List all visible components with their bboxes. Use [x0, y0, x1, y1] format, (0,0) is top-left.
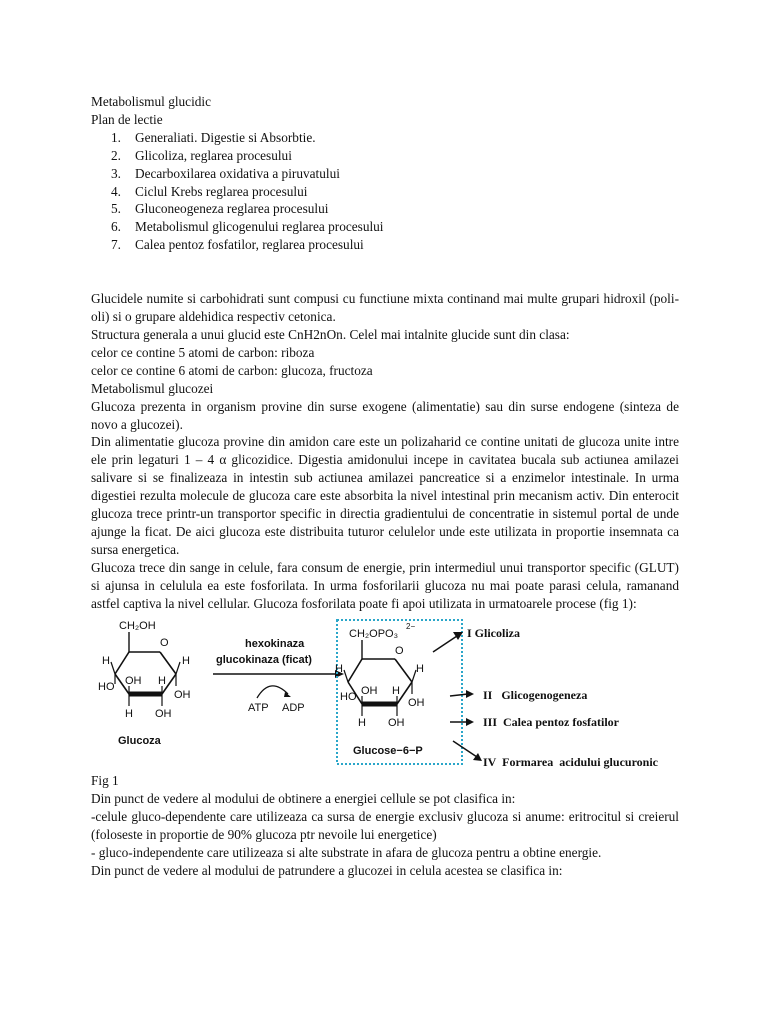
- glucose-label: Glucoza: [118, 735, 161, 748]
- plan-item: [91, 218, 679, 236]
- g6p-oh-c3: OH: [361, 685, 378, 698]
- glucose-ho-left: HO: [98, 681, 115, 694]
- plan-item-number: 5.: [111, 201, 121, 217]
- plan-item: [91, 165, 679, 183]
- enzyme-glucokinase-label: glucokinaza (ficat): [216, 654, 312, 667]
- g6p-ring-oxygen: O: [395, 645, 404, 658]
- glucose-6-p-molecule: [344, 640, 416, 716]
- glucose-h-c2: H: [158, 675, 166, 688]
- glucose-h-right: H: [182, 655, 190, 668]
- figure-glucose-phosphorylation: [91, 614, 691, 772]
- paragraph-formula: Structura generala a unui glucid este CnH2nOn. Celel mai intalnite glucide sunt din clasa:: [91, 326, 570, 342]
- plan-item-number: 3.: [111, 165, 121, 181]
- plan-heading: Plan de lectie: [91, 111, 163, 127]
- plan-item-text: Generaliati. Digestie si Absorbtie.: [135, 129, 316, 145]
- arrow-glycogenogenesis: [450, 694, 468, 696]
- plan-item-number: 7.: [111, 237, 121, 253]
- g6p-h-bottom: H: [358, 717, 366, 730]
- paragraph-pentoses: celor ce contine 5 atomi de carbon: riboza: [91, 344, 315, 360]
- plan-item: [91, 129, 679, 147]
- paragraph-hexoses: celor ce contine 6 atomi de carbon: glucoza, fructoza: [91, 362, 373, 378]
- figure-caption: Fig 1: [91, 773, 119, 789]
- plan-item: [91, 200, 679, 218]
- g6p-ho-left: HO: [340, 691, 357, 704]
- atp-adp-curve: [257, 686, 288, 698]
- ch2opo3-label: CH₂OPO₃: [349, 628, 399, 641]
- adp-label: ADP: [282, 702, 305, 715]
- arrow-glycolysis: [433, 636, 457, 652]
- glucose-h-left: H: [102, 655, 110, 668]
- plan-item: [91, 236, 679, 254]
- g6p-h-left: H: [335, 663, 343, 676]
- plan-item-number: 1.: [111, 129, 121, 145]
- plan-item-text: Calea pentoz fosfatilor, reglarea procesului: [135, 237, 364, 253]
- plan-item-text: Ciclul Krebs reglarea procesului: [135, 183, 308, 199]
- figure-diagram: [85, 614, 685, 772]
- plan-item-number: 4.: [111, 183, 121, 199]
- plan-item-text: Gluconeogeneza reglarea procesului: [135, 201, 329, 217]
- plan-item: [91, 183, 679, 201]
- glucose-h-c3-bottom: H: [125, 708, 133, 721]
- arrow-glucuronic-acid: [453, 741, 477, 757]
- arrow-glycogenogenesis-head: [466, 690, 474, 698]
- plan-item: [91, 147, 679, 165]
- g6p-h-c2: H: [392, 685, 400, 698]
- paragraph-digestion: Din alimentatie glucoza provine din amidon care este un polizaharid ce contine unitati de glucoza unite intre ele prin legaturi 1 – 4 α glicozidice. Digestia amidonului incepe in cavitatea bucala sub actiunea amilazei salivare si se finalizeaza in intestin sub actiunea amilazei pancreatice si a enzimelor intestinale. In urma digestiei rezulta molecule de glucoza care este absorbita la nivel intestinal prin mecanism activ. Din enterocit glucoza trece printr-un transportor specific in directia gradientului de concentratie in sistemul portal de unde ajunge la ficat. De aici glucoza este distribuita tuturor celulelor unde este utilizata in proportie insemnata ca sursa energetica.: [91, 434, 679, 557]
- plan-item-number: 2.: [111, 147, 121, 163]
- plan-item-number: 6.: [111, 219, 121, 235]
- pathway-pentose-phosphate: III Calea pentoz fosfatilor: [483, 715, 619, 730]
- atp-label: ATP: [248, 702, 269, 715]
- g6p-oh-bottom: OH: [388, 717, 405, 730]
- paragraph-transport: Glucoza trece din sange in celule, fara consum de energie, prin intermediul unui transportor specific (GLUT) si ajunsa in celulula ea este fosforilata. In urma fosforilarii glucoza nu mai poate parasi celula, ramanand astfel captiva la nivel cellular. Glucoza fosforilata poate fi apoi utilizata in urmatoarele procese (fig 1):: [91, 559, 679, 611]
- pathway-glycolysis: I Glicoliza: [467, 626, 520, 641]
- glucose-6-p-label: Glucose−6−P: [353, 745, 423, 758]
- paragraph-entry-classification: Din punct de vedere al modului de patrundere a glucozei in celula acestea se clasifica in:: [91, 863, 563, 878]
- g6p-oh-right: OH: [408, 697, 425, 710]
- paragraph-gluco-dependent: -celule gluco-dependente care utilizeaza ca sursa de energie exclusiv glucoza si anume: eritrocitul si creierul (foloseste in proportie de 90% glucoza ptr nevoile lui energetice): [91, 809, 679, 843]
- arrow-pentose-phosphate-head: [466, 718, 474, 726]
- plan-list: [91, 129, 679, 254]
- glucose-molecule: [111, 632, 180, 706]
- glucose-oh-c3: OH: [125, 675, 142, 688]
- glucose-ch2oh-label: CH₂OH: [119, 620, 156, 633]
- phosphate-charge: 2−: [406, 622, 416, 632]
- plan-item-text: Decarboxilarea oxidativa a piruvatului: [135, 165, 340, 181]
- pathway-glycogenogenesis: II Glicogenogeneza: [483, 688, 588, 703]
- spacer: [91, 254, 679, 290]
- enzyme-hexokinase-label: hexokinaza: [245, 638, 305, 651]
- arrow-glucuronic-acid-head: [473, 753, 482, 761]
- glucose-ring-oxygen: O: [160, 637, 169, 650]
- paragraph-carbohydrates: Glucidele numite si carbohidrati sunt compusi cu functiune mixta continand mai multe grupari hidroxil (poli-oli) si o grupare aldehidica respectiv cetonica.: [91, 291, 679, 325]
- g6p-h-right: H: [416, 663, 424, 676]
- section-heading-glucose-metabolism: Metabolismul glucozei: [91, 380, 214, 396]
- paragraph-energy-classification: Din punct de vedere al modului de obtinere a energiei cellule se pot clasifica in:: [91, 791, 516, 807]
- document-body: [91, 93, 679, 880]
- glucose-oh-right: OH: [174, 689, 191, 702]
- paragraph-gluco-independent: - gluco-independente care utilizeaza si alte substrate in afara de glucoza pentru a obtine energie.: [91, 845, 602, 861]
- document-title: Metabolismul glucidic: [91, 94, 212, 109]
- pathway-glucuronic-acid: IV Formarea acidului glucuronic: [483, 755, 659, 770]
- paragraph-glucose-sources: Glucoza prezenta in organism provine din surse exogene (alimentatie) sau din surse endogene (sinteza de novo a glucozei).: [91, 398, 679, 432]
- plan-item-text: Glicoliza, reglarea procesului: [135, 147, 292, 163]
- plan-item-text: Metabolismul glicogenului reglarea procesului: [135, 219, 384, 235]
- glucose-oh-bottom: OH: [155, 708, 172, 721]
